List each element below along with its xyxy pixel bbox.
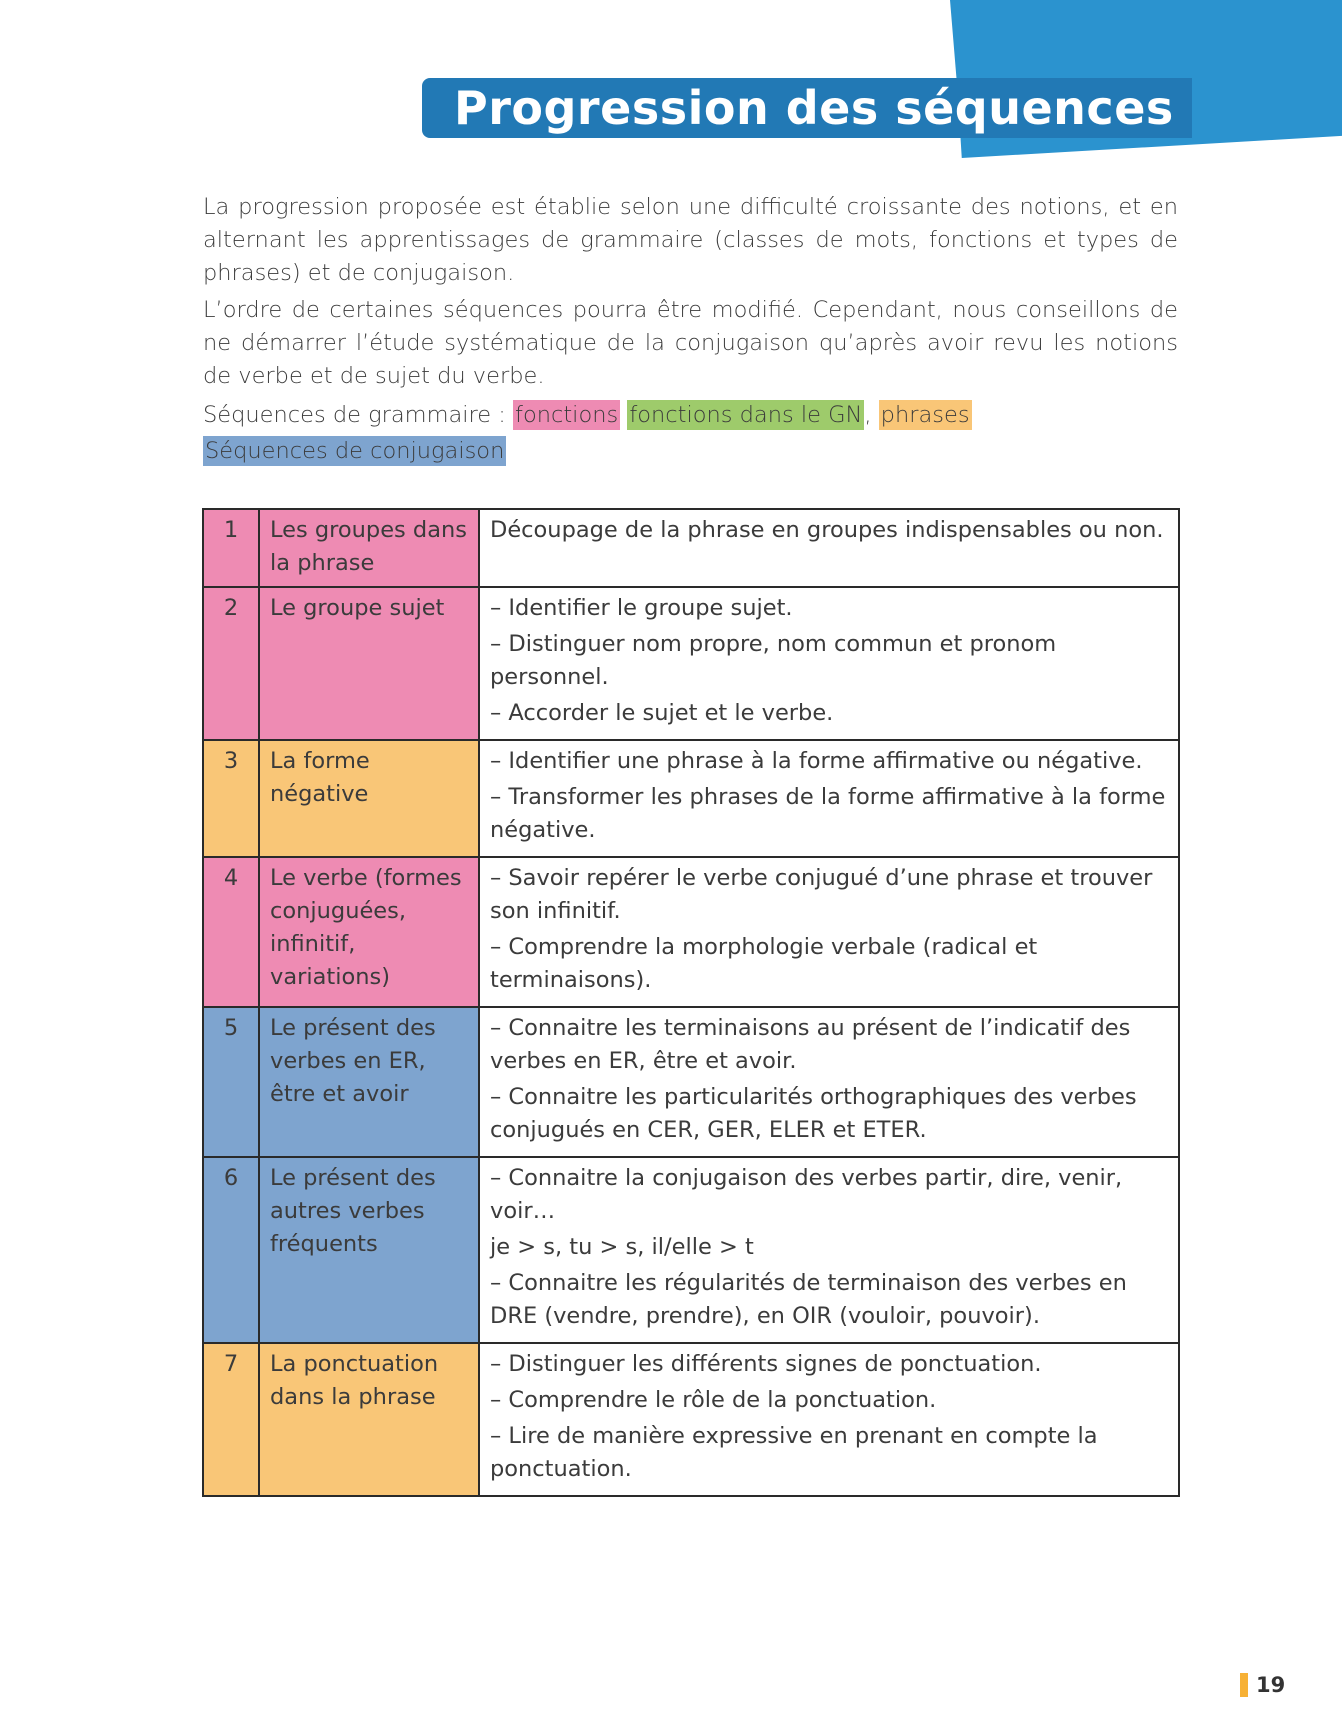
page-number-accent (1240, 1673, 1248, 1697)
sequence-name: Le présent des autres verbes fréquents (259, 1157, 479, 1343)
table-row (203, 587, 1179, 740)
objective-line: Découpage de la phrase en groupes indispensables ou non. (490, 517, 1164, 543)
sequence-name: Le groupe sujet (259, 587, 479, 740)
objective-line: – Distinguer les différents signes de ponctuation. (490, 1351, 1042, 1377)
sequence-table (202, 508, 1180, 1497)
objective-line: – Identifier le groupe sujet. (490, 595, 793, 621)
objective-line: – Savoir repérer le verbe conjugué d’une phrase et trouver son infinitif. (490, 865, 1153, 924)
sequence-name: La forme négative (259, 740, 479, 857)
sequence-name: Le verbe (formes conjuguées, infinitif, variations) (259, 857, 479, 1007)
page-number-text: 19 (1256, 1673, 1286, 1697)
legend-grammar (203, 397, 1178, 433)
sequence-objectives (479, 740, 1179, 857)
legend-phrases: phrases (880, 402, 970, 428)
title-banner (422, 78, 1192, 138)
objective-line: – Connaitre les terminaisons au présent de l’indicatif des verbes en ER, être et avoir. (490, 1015, 1131, 1074)
legend-conjugaison: Séquences de conjugaison (205, 438, 505, 464)
table-row (203, 740, 1179, 857)
objective-line: – Connaitre la conjugaison des verbes partir, dire, venir, voir… (490, 1165, 1123, 1224)
sequence-number: 4 (203, 857, 259, 1007)
objective-line: – Comprendre la morphologie verbale (radical et terminaisons). (490, 934, 1038, 993)
sequence-number: 2 (203, 587, 259, 740)
table-row (203, 1157, 1179, 1343)
sequence-number: 3 (203, 740, 259, 857)
table-row (203, 1343, 1179, 1496)
legend-fonctions: fonctions (515, 402, 619, 428)
table-row (203, 509, 1179, 587)
objective-line: – Comprendre le rôle de la ponctuation. (490, 1387, 937, 1413)
sequence-number: 5 (203, 1007, 259, 1157)
sequence-objectives (479, 509, 1179, 587)
legend-fonctions-gn: fonctions dans le GN (629, 402, 863, 428)
legend-conjugation (203, 433, 1178, 469)
objective-line: – Lire de manière expressive en prenant en compte la ponctuation. (490, 1423, 1098, 1482)
objective-line: – Distinguer nom propre, nom commun et pronom personnel. (490, 631, 1057, 690)
sequence-number: 1 (203, 509, 259, 587)
objective-line: – Identifier une phrase à la forme affirmative ou négative. (490, 748, 1143, 774)
table-row (203, 1007, 1179, 1157)
legend-grammar-label: Séquences de grammaire : (203, 402, 514, 428)
intro-paragraph-2: L’ordre de certaines séquences pourra être modifié. Cependant, nous conseillons de ne démarrer l’étude systématique de la conjugaison qu’après avoir revu les notions de verbe et de sujet du verbe. (203, 297, 1178, 389)
sequence-name: La ponctuation dans la phrase (259, 1343, 479, 1496)
sequence-number: 6 (203, 1157, 259, 1343)
legend-separator: , (864, 402, 879, 428)
sequence-objectives (479, 857, 1179, 1007)
sequence-objectives (479, 1343, 1179, 1496)
objective-line: – Transformer les phrases de la forme affirmative à la forme négative. (490, 784, 1166, 843)
intro-text (203, 191, 1178, 469)
page-title: Progression des séquences (454, 81, 1174, 135)
objective-line: – Connaitre les régularités de terminaison des verbes en DRE (vendre, prendre), en OIR (vouloir, pouvoir). (490, 1270, 1127, 1329)
sequence-objectives (479, 587, 1179, 740)
intro-paragraph-1: La progression proposée est établie selon une difficulté croissante des notions, et en alternant les apprentissages de grammaire (classes de mots, fonctions et types de phrases) et de conjugaison. (203, 194, 1178, 286)
table-row (203, 857, 1179, 1007)
objective-line: – Accorder le sujet et le verbe. (490, 700, 834, 726)
sequence-name: Les groupes dans la phrase (259, 509, 479, 587)
sequence-objectives (479, 1157, 1179, 1343)
sequence-name: Le présent des verbes en ER, être et avoir (259, 1007, 479, 1157)
objective-line: – Connaitre les particularités orthographiques des verbes conjugués en CER, GER, ELER et ETER. (490, 1084, 1137, 1143)
sequence-objectives (479, 1007, 1179, 1157)
sequence-number: 7 (203, 1343, 259, 1496)
page-number (1240, 1673, 1285, 1697)
objective-line: je > s, tu > s, il/elle > t (490, 1234, 754, 1260)
